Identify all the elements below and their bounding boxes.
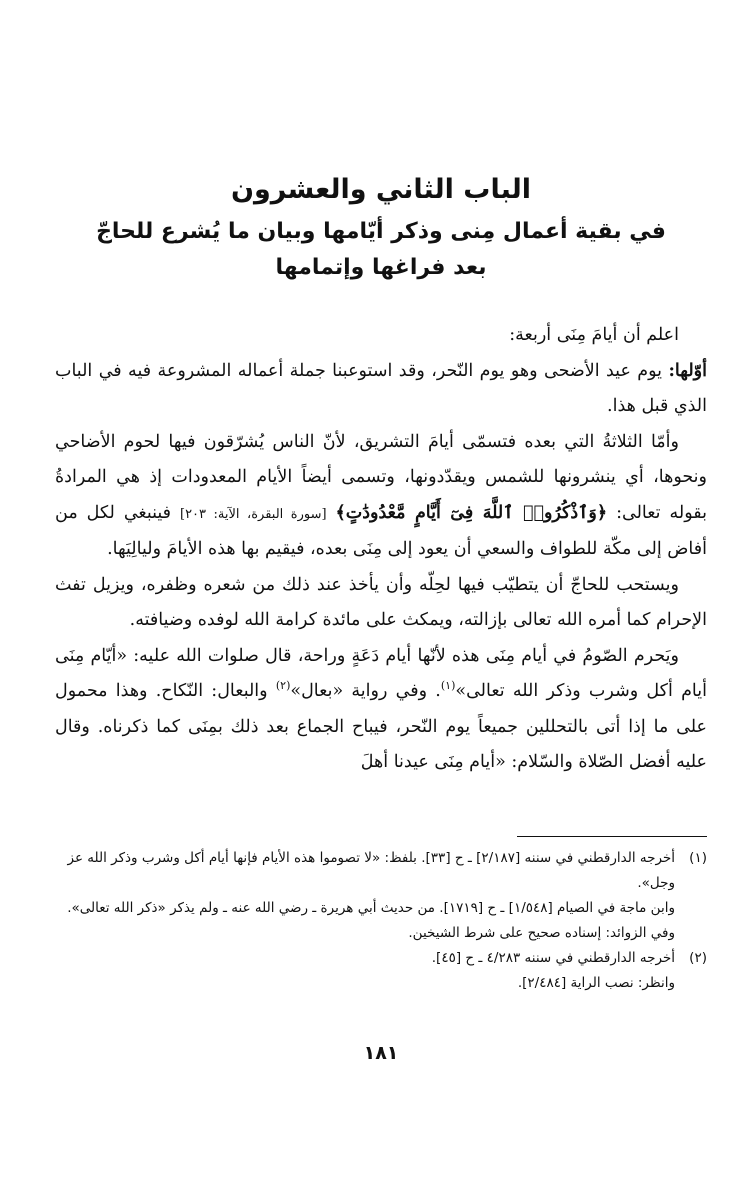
footnote-line: وفي الزوائد: إسناده صحيح على شرط الشيخين. [408, 925, 675, 941]
chapter-subtitle-line-1: في بقية أعمال مِنى وذكر أيّامها وبيان ما يُشرع للحاجّ [96, 219, 666, 244]
footnote-number: (١) [689, 850, 707, 866]
footnote-body [55, 846, 675, 946]
paragraph-text: يوم عيد الأضحى وهو يوم النّحر، وقد استوعبنا جملة أعماله المشروعة فيه في الباب الذي قبل هذا. [55, 360, 707, 416]
quran-verse: ﴿وَٱذْكُرُوا۟ ٱللَّهَ فِىٓ أَيَّامٍ مَّعْدُودَٰتٍ﴾ [335, 502, 608, 523]
paragraph-text: والبعال: النّكاح. وهذا محمول على ما إذا أتى بالتحللين جميعاً يوم النّحر، فيباح الجماع بعد ذلك بمِنَى كما ذكرناه. وقال عليه أفضل الصّلاة والسّلام: «أيام مِنَى عيدنا أهلَ [55, 681, 707, 772]
footnote-ref-2[interactable]: (٢) [275, 679, 291, 693]
chapter-subtitle-line-2: بعد فراغها وإتمامها [275, 255, 487, 280]
paragraph-first-day [55, 354, 707, 425]
footnote-divider [517, 836, 707, 837]
paragraph-text: ويَحرم الصّومُ في أيام مِنَى هذه لأنّها أيام دَعَةٍ وراحة، قال صلوات الله عليه: «أيّام مِنَى أيام أكل وشرب وذكر الله تعالى» [55, 645, 707, 701]
footnote-line: أخرجه الدارقطني في سننه [٢/١٨٧] ـ ح [٣٣]. بلفظ: «لا تصوموا هذه الأيام فإنها أيام أكل وشرب وذكر الله عز وجل». [67, 850, 675, 891]
chapter-title: الباب الثاني والعشرون [230, 174, 531, 205]
footnote-1 [55, 846, 707, 946]
footnotes [55, 846, 707, 996]
paragraph-tashreeq [55, 425, 707, 568]
footnote-line: وابن ماجة في الصيام [١/٥٤٨] ـ ح [١٧١٩]. من حديث أبي هريرة ـ رضي الله عنه ـ ولم يذكر «ذكر الله تعالى». [67, 900, 675, 916]
footnote-line: أخرجه الدارقطني في سننه ٤/٢٨٣ ـ ح [٤٥]. [431, 950, 675, 966]
paragraph-lead: أوّلها: [668, 360, 707, 381]
paragraph-text: فينبغي لكل من أفاض إلى مكّة للطواف والسعي أن يعود إلى مِنَى بعده، فيقيم بها هذه الأيامَ وليالِيَها. [55, 502, 707, 559]
body-text [55, 318, 707, 781]
footnote-line: وانظر: نصب الراية [٢/٤٨٤]. [517, 975, 675, 991]
footnote-body [55, 946, 675, 996]
paragraph-perfume: ويستحب للحاجّ أن يتطيّب فيها لحِلّه وأن يأخذ عند ذلك من شعره وظفره، ويزيل تفث الإحرام كما أمره الله تعالى بإزالته، ويمكث على مائدة كرامة الله لوفده وضيافته. [55, 574, 707, 630]
paragraph-text: . وفي رواية «بعال» [290, 681, 441, 701]
paragraph-text: وأمّا الثلاثةُ التي بعده فتسمّى أيامَ التشريق، لأنّ الناس يُشرّقون فيها لحوم الأضاحي ونحوها، أي ينشرونها للشمس ويقدّدونها، وتسمى أيضاً الأيام المعدودات إذ هي المرادةُ بقوله تعالى: [55, 431, 707, 523]
intro-paragraph: اعلم أن أيامَ مِنَى أربعة: [509, 325, 679, 345]
verse-reference: [سورة البقرة، الآية: ٢٠٣] [180, 506, 327, 522]
footnote-2 [55, 946, 707, 996]
paragraph-fasting [55, 639, 707, 781]
footnote-ref-1[interactable]: (١) [440, 679, 456, 693]
chapter-subtitle [55, 214, 707, 286]
book-page [55, 0, 707, 1182]
page-number: ١٨١ [363, 1042, 399, 1064]
footnote-number: (٢) [689, 950, 707, 966]
